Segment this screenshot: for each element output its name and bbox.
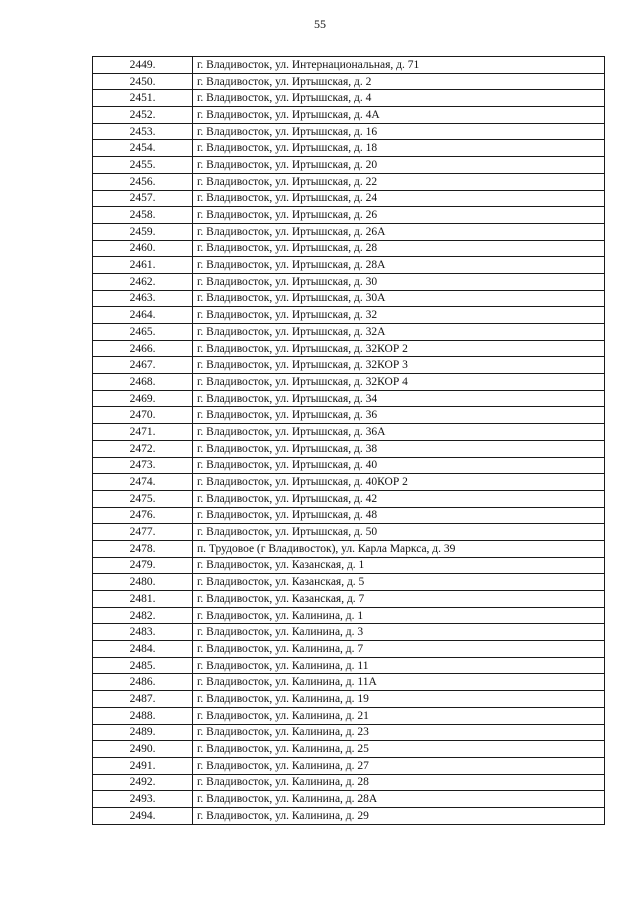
address-cell: г. Владивосток, ул. Иртышская, д. 30: [193, 273, 605, 290]
row-number-cell: 2485.: [93, 657, 193, 674]
address-cell: п. Трудовое (г Владивосток), ул. Карла Маркса, д. 39: [193, 540, 605, 557]
row-number-cell: 2483.: [93, 624, 193, 641]
table-row: [93, 791, 605, 808]
table-row: [93, 507, 605, 524]
table-row: [93, 641, 605, 658]
row-number-cell: 2482.: [93, 607, 193, 624]
address-cell: г. Владивосток, ул. Калинина, д. 28: [193, 774, 605, 791]
address-cell: г. Владивосток, ул. Иртышская, д. 4А: [193, 107, 605, 124]
row-number-cell: 2456.: [93, 173, 193, 190]
row-number-cell: 2466.: [93, 340, 193, 357]
table-row: [93, 440, 605, 457]
row-number-cell: 2467.: [93, 357, 193, 374]
table-row: [93, 107, 605, 124]
address-cell: г. Владивосток, ул. Иртышская, д. 16: [193, 123, 605, 140]
table-row: [93, 374, 605, 391]
row-number-cell: 2459.: [93, 223, 193, 240]
address-cell: г. Владивосток, ул. Калинина, д. 1: [193, 607, 605, 624]
address-cell: г. Владивосток, ул. Иртышская, д. 50: [193, 524, 605, 541]
table-row: [93, 190, 605, 207]
row-number-cell: 2449.: [93, 57, 193, 74]
table-row: [93, 591, 605, 608]
address-cell: г. Владивосток, ул. Интернациональная, д. 71: [193, 57, 605, 74]
row-number-cell: 2470.: [93, 407, 193, 424]
row-number-cell: 2458.: [93, 207, 193, 224]
row-number-cell: 2457.: [93, 190, 193, 207]
address-cell: г. Владивосток, ул. Казанская, д. 5: [193, 574, 605, 591]
page-number: 55: [314, 17, 326, 31]
address-cell: г. Владивосток, ул. Иртышская, д. 40КОР 2: [193, 474, 605, 491]
table-row: [93, 774, 605, 791]
address-cell: г. Владивосток, ул. Калинина, д. 27: [193, 757, 605, 774]
row-number-cell: 2461.: [93, 257, 193, 274]
row-number-cell: 2450.: [93, 73, 193, 90]
table-row: [93, 157, 605, 174]
row-number-cell: 2468.: [93, 374, 193, 391]
address-cell: г. Владивосток, ул. Иртышская, д. 20: [193, 157, 605, 174]
row-number-cell: 2493.: [93, 791, 193, 808]
table-row: [93, 807, 605, 824]
row-number-cell: 2480.: [93, 574, 193, 591]
address-cell: г. Владивосток, ул. Иртышская, д. 32А: [193, 324, 605, 341]
table-row: [93, 324, 605, 341]
table-row: [93, 257, 605, 274]
row-number-cell: 2469.: [93, 390, 193, 407]
address-cell: г. Владивосток, ул. Калинина, д. 7: [193, 641, 605, 658]
row-number-cell: 2484.: [93, 641, 193, 658]
row-number-cell: 2460.: [93, 240, 193, 257]
row-number-cell: 2462.: [93, 273, 193, 290]
table-row: [93, 140, 605, 157]
row-number-cell: 2481.: [93, 591, 193, 608]
address-cell: г. Владивосток, ул. Иртышская, д. 4: [193, 90, 605, 107]
address-cell: г. Владивосток, ул. Иртышская, д. 48: [193, 507, 605, 524]
address-cell: г. Владивосток, ул. Калинина, д. 11А: [193, 674, 605, 691]
address-cell: г. Владивосток, ул. Иртышская, д. 26А: [193, 223, 605, 240]
table-row: [93, 407, 605, 424]
row-number-cell: 2486.: [93, 674, 193, 691]
address-cell: г. Владивосток, ул. Калинина, д. 29: [193, 807, 605, 824]
row-number-cell: 2473.: [93, 457, 193, 474]
address-cell: г. Владивосток, ул. Иртышская, д. 22: [193, 173, 605, 190]
table-row: [93, 207, 605, 224]
table-row: [93, 624, 605, 641]
address-cell: г. Владивосток, ул. Иртышская, д. 32КОР 2: [193, 340, 605, 357]
table-row: [93, 223, 605, 240]
address-cell: г. Владивосток, ул. Иртышская, д. 38: [193, 440, 605, 457]
row-number-cell: 2455.: [93, 157, 193, 174]
table-row: [93, 307, 605, 324]
table-row: [93, 390, 605, 407]
address-cell: г. Владивосток, ул. Иртышская, д. 40: [193, 457, 605, 474]
table-row: [93, 657, 605, 674]
row-number-cell: 2451.: [93, 90, 193, 107]
table-row: [93, 540, 605, 557]
row-number-cell: 2463.: [93, 290, 193, 307]
table-row: [93, 57, 605, 74]
table-row: [93, 474, 605, 491]
row-number-cell: 2475.: [93, 490, 193, 507]
table-row: [93, 557, 605, 574]
table-row: [93, 524, 605, 541]
address-cell: г. Владивосток, ул. Иртышская, д. 24: [193, 190, 605, 207]
table-row: [93, 424, 605, 441]
table-row: [93, 607, 605, 624]
address-cell: г. Владивосток, ул. Калинина, д. 28А: [193, 791, 605, 808]
address-cell: г. Владивосток, ул. Иртышская, д. 18: [193, 140, 605, 157]
address-cell: г. Владивосток, ул. Иртышская, д. 28А: [193, 257, 605, 274]
table-row: [93, 240, 605, 257]
table-row: [93, 173, 605, 190]
row-number-cell: 2464.: [93, 307, 193, 324]
address-cell: г. Владивосток, ул. Калинина, д. 25: [193, 741, 605, 758]
row-number-cell: 2488.: [93, 707, 193, 724]
row-number-cell: 2494.: [93, 807, 193, 824]
row-number-cell: 2490.: [93, 741, 193, 758]
table-row: [93, 741, 605, 758]
table-row: [93, 724, 605, 741]
table-row: [93, 490, 605, 507]
address-cell: г. Владивосток, ул. Казанская, д. 1: [193, 557, 605, 574]
address-cell: г. Владивосток, ул. Иртышская, д. 32КОР 3: [193, 357, 605, 374]
address-table: [92, 56, 605, 825]
row-number-cell: 2478.: [93, 540, 193, 557]
address-cell: г. Владивосток, ул. Иртышская, д. 36: [193, 407, 605, 424]
table-row: [93, 707, 605, 724]
table-row: [93, 73, 605, 90]
table-row: [93, 757, 605, 774]
address-cell: г. Владивосток, ул. Иртышская, д. 32КОР 4: [193, 374, 605, 391]
table-row: [93, 90, 605, 107]
address-cell: г. Владивосток, ул. Калинина, д. 11: [193, 657, 605, 674]
table-row: [93, 674, 605, 691]
table-row: [93, 357, 605, 374]
row-number-cell: 2476.: [93, 507, 193, 524]
address-cell: г. Владивосток, ул. Иртышская, д. 28: [193, 240, 605, 257]
address-cell: г. Владивосток, ул. Иртышская, д. 32: [193, 307, 605, 324]
address-cell: г. Владивосток, ул. Иртышская, д. 30А: [193, 290, 605, 307]
row-number-cell: 2489.: [93, 724, 193, 741]
table-row: [93, 574, 605, 591]
address-cell: г. Владивосток, ул. Калинина, д. 21: [193, 707, 605, 724]
table-row: [93, 290, 605, 307]
table-row: [93, 340, 605, 357]
table-row: [93, 457, 605, 474]
row-number-cell: 2452.: [93, 107, 193, 124]
row-number-cell: 2453.: [93, 123, 193, 140]
table-row: [93, 273, 605, 290]
table-row: [93, 691, 605, 708]
row-number-cell: 2487.: [93, 691, 193, 708]
address-cell: г. Владивосток, ул. Иртышская, д. 2: [193, 73, 605, 90]
row-number-cell: 2472.: [93, 440, 193, 457]
row-number-cell: 2492.: [93, 774, 193, 791]
row-number-cell: 2491.: [93, 757, 193, 774]
row-number-cell: 2454.: [93, 140, 193, 157]
row-number-cell: 2465.: [93, 324, 193, 341]
row-number-cell: 2479.: [93, 557, 193, 574]
address-cell: г. Владивосток, ул. Иртышская, д. 26: [193, 207, 605, 224]
row-number-cell: 2477.: [93, 524, 193, 541]
address-cell: г. Владивосток, ул. Иртышская, д. 42: [193, 490, 605, 507]
address-cell: г. Владивосток, ул. Иртышская, д. 34: [193, 390, 605, 407]
address-cell: г. Владивосток, ул. Калинина, д. 3: [193, 624, 605, 641]
address-cell: г. Владивосток, ул. Иртышская, д. 36А: [193, 424, 605, 441]
row-number-cell: 2474.: [93, 474, 193, 491]
table-row: [93, 123, 605, 140]
address-cell: г. Владивосток, ул. Казанская, д. 7: [193, 591, 605, 608]
address-cell: г. Владивосток, ул. Калинина, д. 23: [193, 724, 605, 741]
address-cell: г. Владивосток, ул. Калинина, д. 19: [193, 691, 605, 708]
table-body: [93, 57, 605, 825]
row-number-cell: 2471.: [93, 424, 193, 441]
